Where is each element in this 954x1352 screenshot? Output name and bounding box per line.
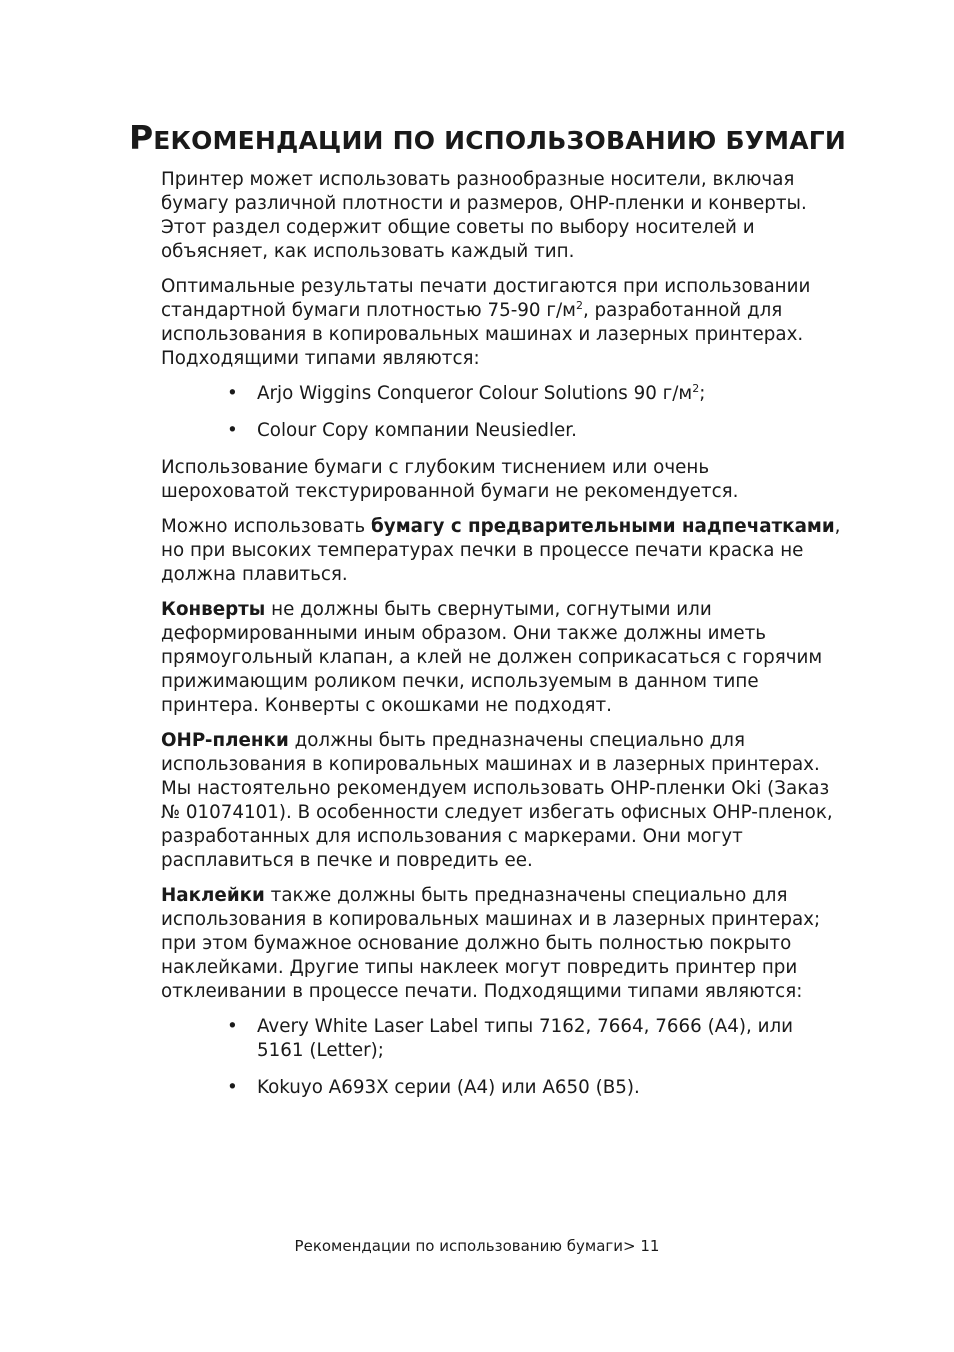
bullet-icon: • [227,383,238,404]
paragraph-preprinted-text-b: , но при высоких температурах печки в процессе печати краска не должна плавиться. [161,516,841,585]
list-item-text: Avery White Laser Label типы 7162, 7664, 7666 (A4), или 5161 (Letter); [257,1016,794,1061]
list-item [227,382,841,406]
paragraph-labels-text: также должны быть предназначены специально для использования в копировальных машинах и в лазерных принтерах; при этом бумажное основание должно быть полностью покрыто наклейками. Другие типы наклеек могут повредить принтер при отклеивании в процессе печати. Подходящими типами являются: [161,885,821,1002]
list-item-text: Arjo Wiggins Conqueror Colour Solutions 90 г/м [257,383,693,404]
paragraph-envelopes-text: не должны быть свернутыми, согнутыми или деформированными иным образом. Они также должны иметь прямоугольный клапан, а клей не должен соприкасаться с горячим прижимающим роликом печки, используемым в данном типе принтера. Конверты с окошками не подходят. [161,599,823,716]
paragraph-preprinted-bold: бумагу с предварительными надпечатками [371,516,835,537]
paragraph-ohp-bold: OHP-пленки [161,730,289,751]
list-item-text-end: ; [699,383,706,404]
title-rest: ЕКОМЕНДАЦИИ ПО ИСПОЛЬЗОВАНИЮ БУМАГИ [153,126,847,155]
paragraph-intro: Принтер может использовать разнообразные носители, включая бумагу различной плотности и размеров, OHP-пленки и конверты. Этот раздел содержит общие советы по выбору носителей и объясняет, как использовать каждый тип. [161,169,807,262]
title-first-letter: Р [129,118,154,157]
paragraph-ohp [161,729,841,873]
bullet-icon: • [227,1016,238,1037]
list-item [227,419,841,443]
paragraph-ohp-text: должны быть предназначены специально для использования в копировальных машинах и в лазерных принтерах. Мы настоятельно рекомендуем использовать OHP-пленки Oki (Заказ № 01074101). В особенности следует избегать офисных OHP-пленок, разработанных для использования с маркерами. Они могут расплавиться в печке и повредить ее. [161,730,833,871]
paper-types-list [161,382,841,443]
paragraph-envelopes [161,598,841,718]
paragraph-optimal-paper-text-b: , разработанной для использования в копировальных машинах и лазерных принтерах. Подходящими типами являются: [161,300,804,369]
paragraph-envelopes-bold: Конверты [161,599,266,620]
superscript-2: 2 [692,382,700,395]
footer-text: Рекомендации по использованию бумаги> 11 [294,1237,660,1255]
list-item-text: Colour Copy компании Neusiedler. [257,420,577,441]
paragraph-preprinted [161,515,841,587]
label-types-list [161,1015,841,1100]
paragraph-optimal-paper-text-a: Оптимальные результаты печати достигаются при использовании стандартной бумаги плотностью 75-90 г/м [161,276,811,321]
page-title [129,118,889,157]
list-item-text: Kokuyo A693X серии (A4) или A650 (B5). [257,1077,640,1098]
paragraph-optimal-paper [161,275,841,371]
list-item [227,1076,841,1100]
paragraph-labels [161,884,841,1004]
body-text [161,168,841,1113]
paragraph-preprinted-text-a: Можно использовать [161,516,372,537]
page-footer [0,1237,954,1255]
bullet-icon: • [227,420,238,441]
bullet-icon: • [227,1077,238,1098]
paragraph-labels-bold: Наклейки [161,885,265,906]
paragraph-embossed: Использование бумаги с глубоким тиснением или очень шероховатой текстурированной бумаги не рекомендуется. [161,457,739,502]
superscript-2: 2 [575,299,583,312]
list-item [227,1015,841,1063]
